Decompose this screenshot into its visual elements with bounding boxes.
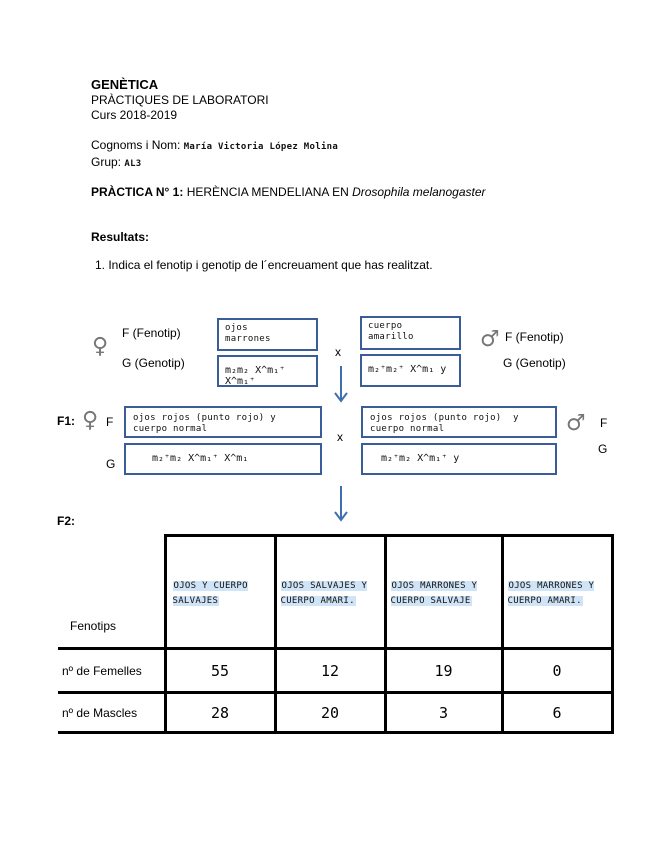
name-label: Cognoms i Nom: bbox=[91, 138, 181, 152]
parent-male-genotype-box bbox=[360, 354, 461, 387]
f1-female-g-label: G bbox=[106, 457, 116, 471]
phenotype-label: OJOS MARRONES Y CUERPO SALVAJE bbox=[390, 581, 478, 606]
f1-male-g-label: G bbox=[598, 442, 608, 456]
practice-text: HERÈNCIA MENDELIANA EN bbox=[186, 185, 349, 199]
table-row bbox=[58, 649, 612, 693]
course-year: Curs 2018-2019 bbox=[91, 108, 178, 122]
row-label-femelles: nº de Femelles bbox=[58, 649, 165, 693]
f2-results-table bbox=[58, 534, 614, 734]
phenotype-cell bbox=[385, 536, 502, 649]
value-cell: 12 bbox=[275, 649, 385, 693]
f1-female-genotype: m₂⁺m₂ X^m₁⁺ X^m₁ bbox=[152, 453, 249, 464]
parent-male-genotype: m₂⁺m₂⁺ X^m₁ y bbox=[368, 364, 447, 375]
parent-female-phenotype-box bbox=[217, 318, 318, 351]
practice-line bbox=[91, 185, 486, 199]
phenotype-label: OJOS Y CUERPO SALVAJES bbox=[172, 581, 248, 606]
value-cell: 6 bbox=[502, 693, 612, 733]
name-value: María Victoria López Molina bbox=[183, 142, 339, 152]
practice-label: PRÀCTICA N° 1: bbox=[91, 185, 184, 199]
results-heading: Resultats: bbox=[91, 230, 150, 244]
group-line bbox=[91, 155, 142, 170]
male-symbol-icon: ♂ bbox=[480, 327, 500, 352]
parent-female-genotype-box bbox=[217, 355, 318, 387]
f1-male-genotype: m₂⁺m₂ X^m₁⁺ y bbox=[381, 453, 460, 464]
value-cell: 3 bbox=[385, 693, 502, 733]
f1-female-phenotype-box bbox=[124, 406, 322, 438]
parent-male-phenotype-box bbox=[360, 316, 461, 350]
f1-female-symbol-icon: ♀ bbox=[82, 408, 99, 433]
f1-label: F1: bbox=[57, 414, 75, 428]
phenotype-cell bbox=[275, 536, 385, 649]
phenotype-label: OJOS MARRONES Y CUERPO AMARI. bbox=[507, 581, 595, 606]
row-label-mascles: nº de Mascles bbox=[58, 693, 165, 733]
doc-title: GENÈTICA bbox=[91, 77, 159, 92]
f1-male-phenotype-box bbox=[361, 406, 557, 438]
group-value: AL3 bbox=[124, 159, 142, 169]
parent-female-phenotype: ojos marrones bbox=[225, 323, 271, 344]
parent-female-f-label: F (Fenotip) bbox=[122, 326, 181, 340]
name-line bbox=[91, 138, 338, 153]
value-cell: 20 bbox=[275, 693, 385, 733]
practice-species: Drosophila melanogaster bbox=[352, 185, 486, 199]
parent-female-g-label: G (Genotip) bbox=[122, 356, 185, 370]
arrow-down-icon bbox=[333, 486, 349, 524]
arrow-down-icon bbox=[333, 366, 349, 406]
female-symbol-icon: ♀ bbox=[92, 334, 109, 359]
parent-cross-symbol: x bbox=[335, 345, 341, 359]
f1-male-f-label: F bbox=[600, 416, 608, 430]
phenotype-cell bbox=[502, 536, 612, 649]
f1-female-phenotype: ojos rojos (punto rojo) y cuerpo normal bbox=[133, 413, 276, 434]
phenotype-cell bbox=[165, 536, 275, 649]
value-cell: 28 bbox=[165, 693, 275, 733]
value-cell: 0 bbox=[502, 649, 612, 693]
value-cell: 19 bbox=[385, 649, 502, 693]
group-label: Grup: bbox=[91, 155, 122, 169]
parent-male-f-label: F (Fenotip) bbox=[505, 330, 564, 344]
phenotype-label: OJOS SALVAJES Y CUERPO AMARI. bbox=[280, 581, 368, 606]
value-cell: 55 bbox=[165, 649, 275, 693]
table-row bbox=[58, 536, 612, 649]
table-row bbox=[58, 693, 612, 733]
f1-male-symbol-icon: ♂ bbox=[566, 411, 586, 436]
f2-label: F2: bbox=[57, 514, 75, 528]
question-1: 1. Indica el fenotip i genotip de l´encreuament que has realitzat. bbox=[95, 258, 433, 272]
parent-female-genotype: m₂m₂ X^m₁⁺ X^m₁⁺ bbox=[225, 365, 286, 387]
fenotips-header: Fenotips bbox=[58, 536, 165, 649]
f1-cross-symbol: x bbox=[337, 430, 343, 444]
parent-male-phenotype: cuerpo amarillo bbox=[368, 321, 414, 342]
f1-male-phenotype: ojos rojos (punto rojo) y cuerpo normal bbox=[370, 413, 519, 434]
f1-male-genotype-box bbox=[361, 443, 557, 475]
doc-subtitle: PRÀCTIQUES DE LABORATORI bbox=[91, 93, 269, 107]
f1-female-f-label: F bbox=[106, 415, 114, 429]
parent-male-g-label: G (Genotip) bbox=[503, 356, 566, 370]
f1-female-genotype-box bbox=[124, 443, 322, 475]
